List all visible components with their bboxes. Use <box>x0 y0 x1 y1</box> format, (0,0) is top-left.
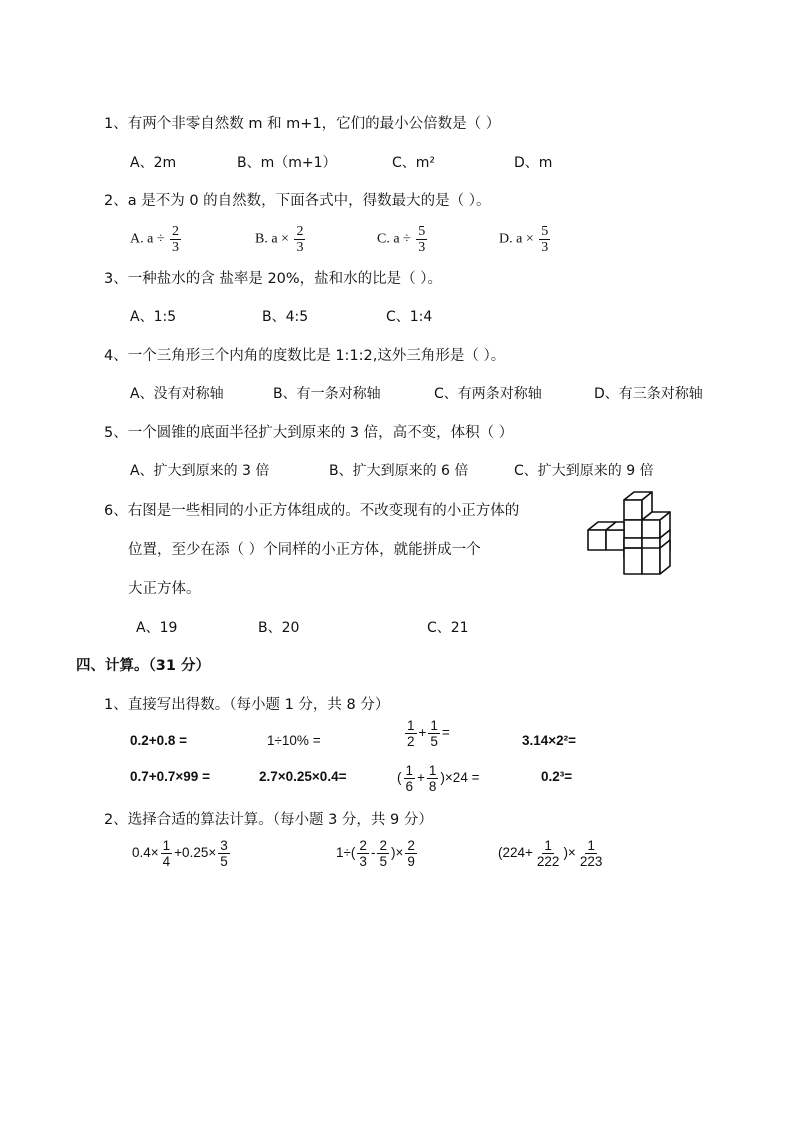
calc-7: ( $\frac{1}{6}$ + $\frac{1}{8}$ )×24 = <box>397 763 480 794</box>
q5-option-b: B、扩大到原来的 6 倍 <box>329 463 469 479</box>
q3-option-c: C、1:4 <box>386 309 433 325</box>
section-4-heading: 四、计算。（31 分） <box>76 658 210 674</box>
q4-option-c: C、有两条对称轴 <box>434 386 542 402</box>
calc-3 <box>403 718 450 749</box>
q5-option-a: A、扩大到原来的 3 倍 <box>130 463 270 479</box>
q2-option-c-prefix: C. a ÷ <box>377 231 411 247</box>
q1-option-b: B、m（m+1） <box>237 155 337 171</box>
q2-option-a-prefix: A. a ÷ <box>130 231 165 247</box>
calc-7-d1: 6 <box>405 779 414 794</box>
q2-a-den: 3 <box>172 240 180 255</box>
expr-1-n2: 3 <box>220 838 228 853</box>
expr-3-d2: 223 <box>579 854 603 869</box>
expr-2-c: )× <box>390 845 404 861</box>
q4-option-b: B、有一条对称轴 <box>273 386 381 402</box>
question-2-stem: 2、a 是不为 0 的自然数，下面各式中，得数最大的是（ ）。 <box>104 193 491 209</box>
calc-3-d1: 2 <box>407 734 415 749</box>
q2-option-c <box>377 224 429 255</box>
expr-2-d3: 9 <box>407 854 415 869</box>
cube-stack-figure <box>586 488 686 578</box>
calc-3-eq: = <box>441 725 450 741</box>
q2-option-b <box>255 224 307 255</box>
q2-a-num: 2 <box>172 224 180 239</box>
expr-2-n1: 2 <box>359 838 367 853</box>
question-3-stem: 3、一种盐水的含 盐率是 20%，盐和水的比是（ ）。 <box>104 271 443 287</box>
calc-7-tail: ×24 = <box>444 770 480 786</box>
calc-6: 2.7×0.25×0.4= <box>259 769 347 784</box>
question-6-line-2: 位置，至少在添（ ）个同样的小正方体，就能拼成一个 <box>128 542 481 558</box>
expr-2-d1: 3 <box>359 854 367 869</box>
expr-3-d1: 222 <box>536 854 560 869</box>
expr-1-d2: 5 <box>220 854 228 869</box>
calc-3-op: + <box>418 725 427 741</box>
calc-7-n1: 1 <box>405 763 414 778</box>
calc-7-op: + <box>417 770 425 786</box>
part-2-title: 2、选择合适的算法计算。（每小题 3 分，共 9 分） <box>104 812 433 828</box>
part-1-title: 1、直接写出得数。（每小题 1 分，共 8 分） <box>104 697 390 713</box>
expr-1-b: +0.25× <box>174 845 217 861</box>
question-6-line-1: 6、右图是一些相同的小正方体组成的。不改变现有的小正方体的 <box>104 503 520 519</box>
q6-option-c: C、21 <box>427 620 469 636</box>
expr-1-d1: 4 <box>162 854 171 869</box>
q3-option-a: A、1:5 <box>130 309 177 325</box>
calc-8: 0.2³= <box>541 769 573 784</box>
q2-c-den: 3 <box>418 240 426 255</box>
question-5-stem: 5、一个圆锥的底面半径扩大到原来的 3 倍，高不变，体积（ ） <box>104 425 514 441</box>
q4-option-d: D、有三条对称轴 <box>594 386 703 402</box>
expr-1-n1: 1 <box>162 838 171 853</box>
q4-option-a: A、没有对称轴 <box>130 386 224 402</box>
q1-option-c: C、m² <box>392 155 436 171</box>
calc-7-d2: 8 <box>428 779 437 794</box>
q6-option-a: A、19 <box>136 620 178 636</box>
expr-2-a: 1÷( <box>336 845 356 861</box>
expr-1-a: 0.4× <box>132 845 159 861</box>
q2-b-den: 3 <box>296 240 304 255</box>
expr-3-n1: 1 <box>544 838 552 853</box>
calc-3-d2: 5 <box>430 734 438 749</box>
calc-1: 0.2+0.8 = <box>130 733 188 748</box>
q2-b-num: 2 <box>296 224 304 239</box>
calc-7-n2: 1 <box>428 763 437 778</box>
calc-3-n2: 1 <box>430 718 438 733</box>
expr-2 <box>336 838 419 869</box>
expr-2-b: - <box>370 845 376 861</box>
q2-d-den: 3 <box>541 240 549 255</box>
expr-3-a: (224+ <box>498 845 533 861</box>
calc-3-n1: 1 <box>407 718 415 733</box>
q2-option-d <box>499 224 552 255</box>
expr-2-d2: 5 <box>379 854 387 869</box>
q3-option-b: B、4:5 <box>262 309 309 325</box>
expr-1 <box>132 838 232 869</box>
question-6-line-3: 大正方体。 <box>128 581 201 597</box>
q1-option-a: A、2m <box>130 155 177 171</box>
expr-2-n3: 2 <box>407 838 415 853</box>
calc-5: 0.7+0.7×99 = <box>130 769 210 784</box>
expr-3-n2: 1 <box>587 838 595 853</box>
q2-option-b-prefix: B. a × <box>255 231 289 247</box>
q6-option-b: B、20 <box>258 620 300 636</box>
question-1-stem: 1、有两个非零自然数 m 和 m+1，它们的最小公倍数是（ ） <box>104 116 501 132</box>
calc-4: 3.14×2²= <box>522 733 577 748</box>
expr-2-n2: 2 <box>379 838 387 853</box>
calc-2: 1÷10% = <box>267 733 321 748</box>
q2-option-d-prefix: D. a × <box>499 231 534 247</box>
expr-3 <box>498 838 606 869</box>
q5-option-c: C、扩大到原来的 9 倍 <box>514 463 654 479</box>
q2-option-a <box>130 224 183 255</box>
expr-3-b: )× <box>563 845 576 861</box>
q2-d-num: 5 <box>541 224 549 239</box>
question-4-stem: 4、一个三角形三个内角的度数比是 1:1:2,这外三角形是（ ）。 <box>104 348 506 364</box>
q1-option-d: D、m <box>514 155 553 171</box>
q2-c-num: 5 <box>418 224 426 239</box>
